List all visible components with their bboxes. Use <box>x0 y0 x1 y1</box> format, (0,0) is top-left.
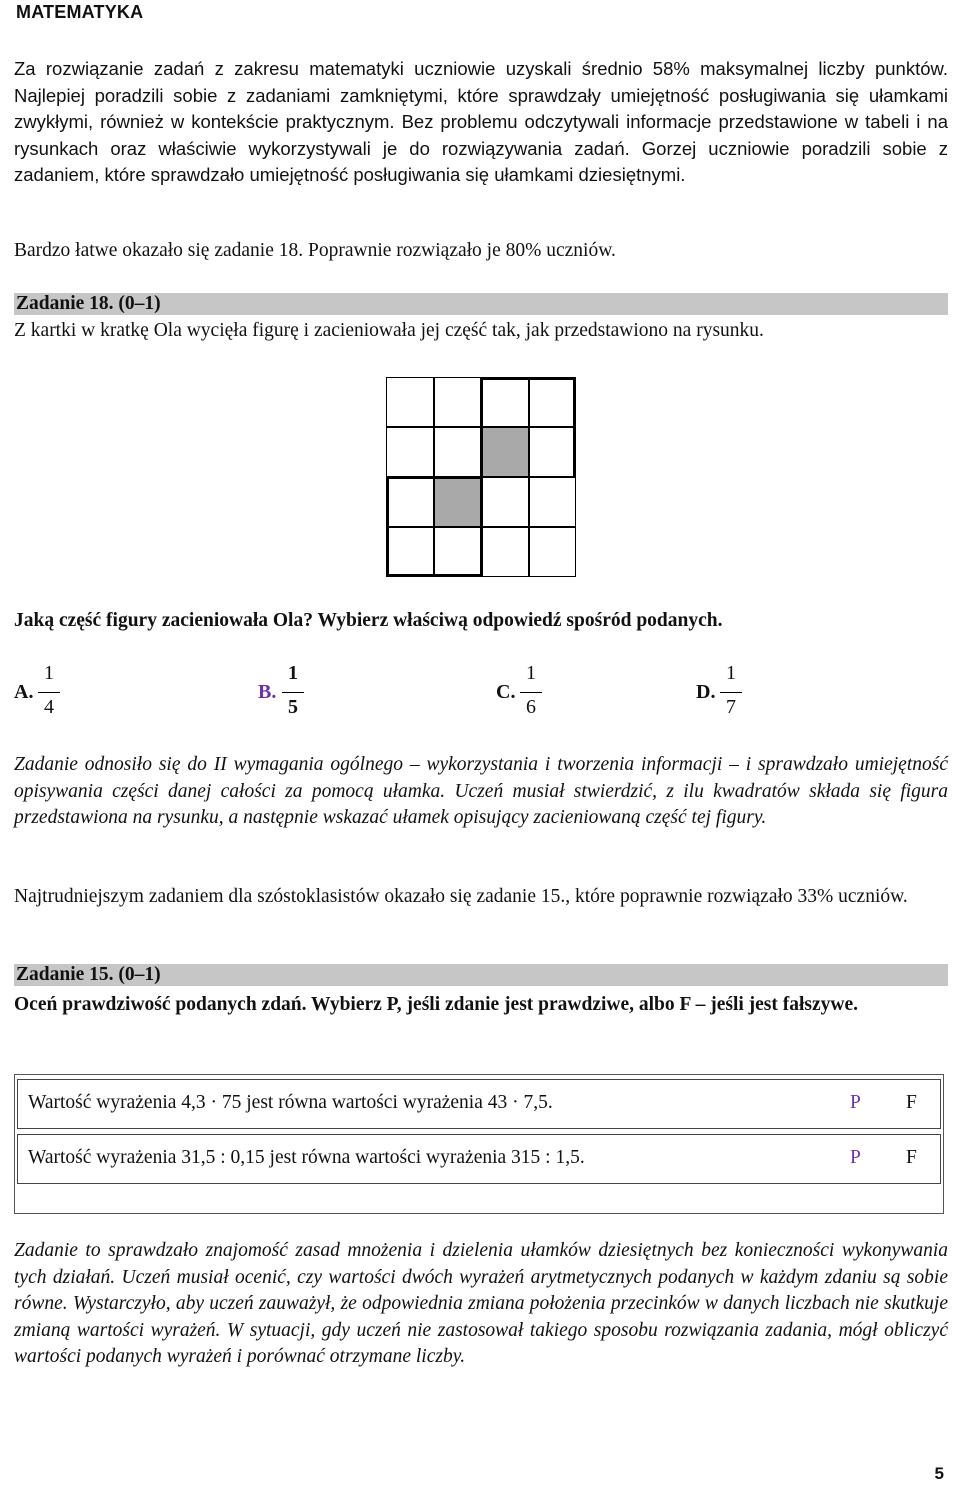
figure-cell <box>386 477 434 527</box>
task15-header: Zadanie 15. (0–1) <box>14 964 948 986</box>
fraction-numerator: 1 <box>526 662 536 684</box>
answer-letter: B. <box>258 681 277 703</box>
task18-header: Zadanie 18. (0–1) <box>14 293 948 315</box>
figure-border <box>386 476 481 479</box>
fraction-denominator: 7 <box>726 696 736 718</box>
figure-cell <box>386 527 434 577</box>
statement-text: Wartość wyrażenia 4,3 · 75 jest równa wartości wyrażenia 43 · 7,5. <box>28 1092 553 1113</box>
task15-prompt: Oceń prawdziwość podanych zdań. Wybierz P, jeśli zdanie jest prawdziwe, albo F – jeśli jest fałszywe. <box>14 994 859 1015</box>
option-f[interactable]: F <box>906 1147 917 1168</box>
page-number: 5 <box>934 1464 944 1483</box>
task18-lead: Bardzo łatwe okazało się zadanie 18. Poprawnie rozwiązało je 80% uczniów. <box>14 240 616 261</box>
option-p[interactable]: P <box>850 1092 861 1113</box>
figure-cell <box>529 477 577 527</box>
task18-comment: Zadanie odnosiło się do II wymagania ogólnego – wykorzystania i tworzenia informacji – i sprawdzało umiejętność opisywania części danej całości za pomocą ułamka. Uczeń musiał stwierdzić, z ilu kwadratów składa się figura przedstawiona na rysunku, a następnie wskazać ułamek opisujący zacieniowaną część tej figury. <box>14 754 948 828</box>
fraction-denominator: 6 <box>526 696 536 718</box>
figure-border <box>481 377 576 380</box>
section-title: MATEMATYKA <box>16 2 144 22</box>
figure-cell-shaded <box>481 427 529 477</box>
fraction-numerator: 1 <box>726 662 736 684</box>
task18-figure <box>386 377 576 577</box>
figure-cell <box>529 527 577 577</box>
figure-cell <box>529 427 577 477</box>
fraction-denominator: 4 <box>44 696 54 718</box>
answer-letter: C. <box>496 681 516 703</box>
figure-cell <box>481 377 529 427</box>
fraction-bar <box>38 692 60 693</box>
figure-cell <box>386 377 434 427</box>
fraction-denominator: 5 <box>288 696 298 718</box>
fraction-numerator: 1 <box>288 662 298 684</box>
option-p[interactable]: P <box>850 1147 861 1168</box>
fraction-bar <box>720 692 742 693</box>
figure-cell <box>434 527 482 577</box>
statement-text: Wartość wyrażenia 31,5 : 0,15 jest równa wartości wyrażenia 315 : 1,5. <box>28 1147 585 1168</box>
task18-prompt: Z kartki w kratkę Ola wycięła figurę i zacieniowała jej część tak, jak przedstawiono na rysunku. <box>14 320 764 341</box>
figure-cell <box>434 377 482 427</box>
table-row <box>17 1134 941 1184</box>
figure-cell-shaded <box>434 477 482 527</box>
figure-border <box>386 476 389 577</box>
figure-cell <box>386 427 434 477</box>
answer-letter: A. <box>14 681 34 703</box>
figure-cell <box>434 427 482 477</box>
fraction-bar <box>282 692 304 693</box>
task18-answers <box>14 662 814 732</box>
figure-border <box>573 377 576 477</box>
figure-border <box>386 574 481 577</box>
fraction-bar <box>520 692 542 693</box>
fraction-numerator: 1 <box>44 662 54 684</box>
figure-cell <box>481 527 529 577</box>
table-row <box>17 1079 941 1129</box>
intro-paragraph: Za rozwiązanie zadań z zakresu matematyki uczniowie uzyskali średnio 58% maksymalnej liczby punktów. Najlepiej poradzili sobie z zadaniami zamkniętymi, które sprawdzały umiejętność posługiwania się ułamkami zwykłymi, również w kontekście praktycznym. Bez problemu odczytywali informacje przedstawione w tabeli i na rysunkach oraz właściwie wykorzystywali je do rozwiązywania zadań. Gorzej uczniowie poradzili sobie z zadaniem, które sprawdzało umiejętność posługiwania się ułamkami dziesiętnymi. <box>14 58 948 185</box>
task15-comment: Zadanie to sprawdzało znajomość zasad mnożenia i dzielenia ułamków dziesiętnych bez konieczności wykonywania tych działań. Uczeń musiał ocenić, czy wartości dwóch wyrażeń arytmetycznych podanych w każdym zdaniu są sobie równe. Wystarczyło, aby uczeń zauważył, że odpowiednia zmiana położenia przecinków w danych liczbach nie skutkuje zmianą wartości wyrażeń. W sytuacji, gdy uczeń nie zastosował takiego sposobu rozwiązania zadania, mógł obliczyć wartości podanych wyrażeń i porównać otrzymane liczby. <box>14 1240 948 1367</box>
option-f[interactable]: F <box>906 1092 917 1113</box>
task15-lead: Najtrudniejszym zadaniem dla szóstoklasistów okazało się zadanie 15., które poprawnie rozwiązało 33% uczniów. <box>14 886 908 907</box>
figure-cell <box>481 477 529 527</box>
figure-cell <box>529 377 577 427</box>
task18-question: Jaką część figury zacieniowała Ola? Wybierz właściwą odpowiedź spośród podanych. <box>14 610 723 631</box>
answer-letter: D. <box>696 681 716 703</box>
task15-table <box>14 1074 944 1214</box>
